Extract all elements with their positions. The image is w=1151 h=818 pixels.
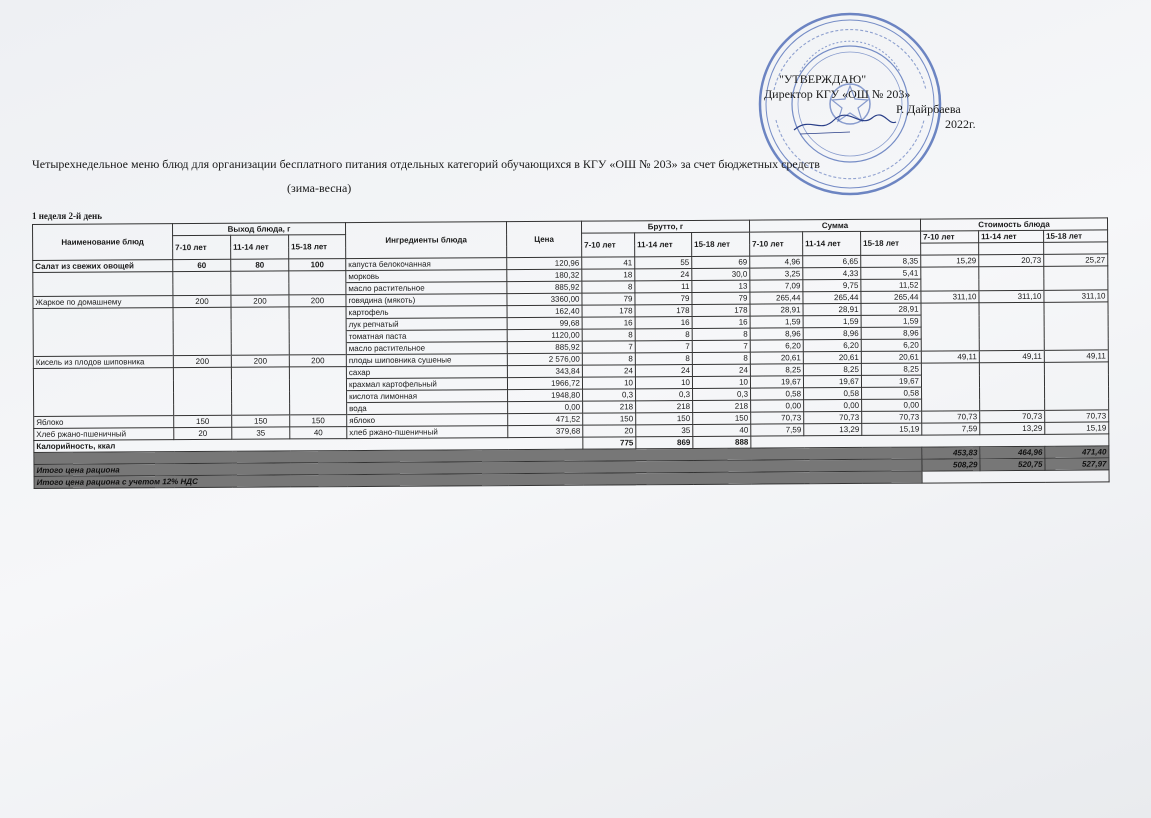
calories-value: 869 (636, 436, 693, 448)
brutto-cell: 11 (635, 280, 692, 292)
cost-cell: 20,73 (979, 254, 1044, 266)
sum-cell: 4,96 (750, 256, 803, 268)
price-cell: 162,40 (507, 305, 582, 317)
sum-cell: 70,73 (804, 411, 862, 423)
ingredient-name: томатная паста (346, 330, 507, 343)
brutto-cell: 218 (636, 400, 693, 412)
sum-cell: 15,19 (862, 423, 922, 435)
cost-cell (1044, 278, 1108, 290)
brutto-cell: 150 (583, 413, 636, 425)
brutto-cell: 20 (583, 425, 636, 437)
ingredient-name: говядина (мякоть) (346, 294, 507, 307)
sum-age1: 7-10 лет (750, 232, 803, 256)
price-cell: 885,92 (507, 341, 582, 353)
cost-cell: 7,59 (922, 423, 980, 435)
dish-name (33, 308, 173, 321)
cost-cell (921, 267, 979, 279)
sum-cell: 1,59 (750, 316, 803, 328)
total-value: 453,83 (922, 447, 980, 459)
sum-cell: 5,41 (861, 267, 921, 279)
brutto-cell: 7 (692, 340, 750, 352)
header-brutto: Брутто, г (581, 220, 749, 233)
sum-cell: 8,96 (861, 327, 921, 339)
dish-name: Жаркое по домашнему (33, 296, 173, 309)
cost-cell (979, 302, 1044, 314)
sum-cell: 9,75 (803, 279, 861, 291)
dish-name: Салат из свежих овощей (33, 260, 173, 273)
dish-name (34, 404, 174, 417)
brutto-cell: 8 (692, 352, 750, 364)
dish-name: Яблоко (34, 416, 174, 429)
cost-cell: 311,10 (921, 291, 979, 303)
cost-cell: 70,73 (922, 411, 980, 423)
brutto-cell: 150 (693, 412, 751, 424)
approval-line3: Р. Дайрбаева (896, 102, 961, 116)
yield-cell: 200 (231, 355, 289, 367)
yield-cell: 60 (173, 259, 231, 271)
dish-name (33, 332, 173, 345)
price-cell: 120,96 (507, 257, 582, 269)
sum-cell: 3,25 (750, 268, 803, 280)
cost-cell (921, 363, 979, 375)
brutto-cell: 218 (583, 401, 636, 413)
cost-cell (979, 266, 1044, 278)
yield-cell (173, 271, 231, 283)
sum-cell: 70,73 (862, 411, 922, 423)
sum-cell: 8,96 (750, 328, 803, 340)
total-value: 471,40 (1045, 446, 1109, 458)
cost-cell (980, 398, 1045, 410)
yield-cell (173, 367, 231, 379)
sum-cell: 19,67 (750, 376, 803, 388)
total-price-value: 508,29 (922, 459, 980, 471)
brutto-cell: 8 (582, 353, 635, 365)
yield-cell: 40 (290, 427, 347, 439)
price-cell: 379,68 (508, 425, 583, 437)
approval-line4: 2022г. (945, 117, 976, 131)
total-vat-label: Итого цена рациона с учетом 12% НДС (34, 471, 922, 488)
total-price-value: 527,97 (1045, 458, 1109, 470)
dish-name (34, 392, 174, 405)
ingredient-name: масло растительное (346, 282, 507, 295)
brutto-cell: 41 (582, 257, 635, 269)
dish-name (33, 284, 173, 297)
brutto-cell: 8 (635, 352, 692, 364)
cost-cell: 25,27 (1044, 254, 1108, 266)
ingredient-name: яблоко (347, 414, 508, 427)
cost-age1: 7-10 лет (921, 231, 979, 243)
yield-cell: 150 (290, 415, 347, 427)
ingredient-name: масло растительное (346, 342, 507, 355)
cost-cell (921, 279, 979, 291)
sum-cell: 265,44 (803, 291, 861, 303)
yield-cell (289, 319, 346, 331)
sum-cell: 20,61 (750, 352, 803, 364)
cost-cell (979, 326, 1044, 338)
brutto-cell: 35 (636, 424, 693, 436)
brutto-cell: 0,3 (636, 388, 693, 400)
yield-cell (174, 403, 232, 415)
yield-cell (232, 403, 290, 415)
yield-cell (231, 379, 289, 391)
ingredient-name: плоды шиповника сушеные (346, 354, 507, 367)
cost-cell (1044, 362, 1108, 374)
cost-cell: 311,10 (979, 290, 1044, 302)
brutto-cell: 13 (692, 280, 750, 292)
yield-cell: 80 (231, 259, 289, 271)
cost-cell (979, 314, 1044, 326)
approval-line2: Директор КГУ «ОШ № 203» (764, 87, 911, 101)
brutto-cell: 178 (582, 305, 635, 317)
menu-table (32, 217, 1110, 489)
sum-cell: 1,59 (803, 315, 861, 327)
cost-cell (921, 303, 979, 315)
cost-cell (922, 387, 980, 399)
yield-cell (289, 307, 346, 319)
cost-cell (979, 362, 1044, 374)
cost-age2: 11-14 лет (979, 230, 1044, 242)
yield-cell (231, 271, 289, 283)
yield-cell (289, 379, 346, 391)
dish-name (33, 320, 173, 333)
yield-cell (231, 331, 289, 343)
ingredient-name: лук репчатый (346, 318, 507, 331)
header-cost: Стоимость блюда (920, 218, 1107, 231)
yield-age1: 7-10 лет (173, 235, 231, 259)
sum-cell: 0,00 (804, 399, 862, 411)
yield-cell (231, 283, 289, 295)
yield-cell (290, 391, 347, 403)
yield-cell: 35 (232, 427, 290, 439)
yield-cell: 100 (289, 259, 346, 271)
price-cell: 885,92 (507, 281, 582, 293)
brutto-cell: 8 (582, 281, 635, 293)
sum-cell: 28,91 (750, 304, 803, 316)
sum-cell: 265,44 (750, 292, 803, 304)
price-cell: 1120,00 (507, 329, 582, 341)
yield-cell (290, 403, 347, 415)
cost-cell (1044, 302, 1108, 314)
brutto-cell: 7 (582, 341, 635, 353)
sum-cell: 7,09 (750, 280, 803, 292)
cost-cell (980, 386, 1045, 398)
cost-cell (979, 278, 1044, 290)
price-cell: 99,68 (507, 317, 582, 329)
brutto-cell: 8 (582, 329, 635, 341)
total-value: 464,96 (980, 446, 1045, 458)
dish-name (33, 368, 173, 381)
yield-cell (173, 379, 231, 391)
brutto-age3: 15-18 лет (692, 232, 750, 256)
sum-cell: 0,00 (751, 400, 804, 412)
menu-body (33, 254, 1109, 441)
brutto-cell: 40 (693, 424, 751, 436)
yield-cell (289, 331, 346, 343)
yield-age2: 11-14 лет (231, 235, 289, 259)
cost-cell (979, 374, 1044, 386)
sum-cell: 0,58 (751, 388, 804, 400)
cost-age3: 15-18 лет (1044, 230, 1108, 242)
yield-age3: 15-18 лет (289, 235, 346, 259)
brutto-cell: 30,0 (692, 268, 750, 280)
calories-label: Калорийность, ккал (34, 437, 583, 452)
brutto-cell: 55 (635, 256, 692, 268)
price-cell: 343,84 (507, 365, 582, 377)
brutto-age2: 11-14 лет (635, 232, 692, 256)
sum-cell: 70,73 (751, 412, 804, 424)
cost-cell: 15,19 (1045, 422, 1109, 434)
sum-cell: 28,91 (803, 303, 861, 315)
header-price: Цена (506, 221, 581, 257)
yield-cell: 20 (174, 427, 232, 439)
sum-cell: 8,25 (803, 363, 861, 375)
price-cell: 2 576,00 (507, 353, 582, 365)
ingredient-name: капуста белокочанная (346, 258, 507, 271)
price-cell: 471,52 (508, 413, 583, 425)
ingredient-name: картофель (346, 306, 507, 319)
brutto-cell: 16 (582, 317, 635, 329)
yield-cell: 200 (289, 355, 346, 367)
cost-cell (1044, 314, 1108, 326)
sum-cell: 20,61 (803, 351, 861, 363)
yield-cell (232, 391, 290, 403)
brutto-cell: 178 (692, 304, 750, 316)
sum-cell: 28,91 (861, 303, 921, 315)
header-dish: Наименование блюд (33, 224, 173, 261)
cost-cell: 15,29 (921, 255, 979, 267)
yield-cell (231, 307, 289, 319)
cost-cell (1045, 398, 1109, 410)
dish-name (33, 272, 173, 285)
sum-cell: 20,61 (861, 351, 921, 363)
sum-cell: 8,96 (803, 327, 861, 339)
cost-cell (1044, 338, 1108, 350)
cost-cell (921, 327, 979, 339)
cost-cell: 49,11 (921, 351, 979, 363)
dish-name (33, 380, 173, 393)
yield-cell: 150 (174, 415, 232, 427)
cost-cell (922, 399, 980, 411)
ingredient-name: морковь (346, 270, 507, 283)
yield-cell (173, 319, 231, 331)
sum-cell: 0,58 (804, 387, 862, 399)
header-yield: Выход блюда, г (173, 223, 346, 236)
price-cell: 0,00 (508, 401, 583, 413)
brutto-cell: 8 (692, 328, 750, 340)
cost-cell: 49,11 (1044, 350, 1108, 362)
brutto-cell: 0,3 (583, 389, 636, 401)
cost-cell: 70,73 (1045, 410, 1109, 422)
cost-cell (921, 315, 979, 327)
yield-cell (173, 283, 231, 295)
brutto-cell: 0,3 (693, 388, 751, 400)
document-title: Четырехнедельное меню блюд для организации бесплатного питания отдельных категорий обучающихся в КГУ «ОШ № 203» за счет бюджетных средств (32, 157, 820, 171)
brutto-cell: 18 (582, 269, 635, 281)
ingredient-name: вода (347, 402, 508, 415)
brutto-cell: 24 (582, 365, 635, 377)
total-price-label: Итого цена рациона (34, 459, 922, 476)
yield-cell (289, 283, 346, 295)
sum-age3: 15-18 лет (861, 231, 921, 255)
brutto-cell: 69 (692, 256, 750, 268)
yield-cell (231, 343, 289, 355)
brutto-cell: 150 (636, 412, 693, 424)
brutto-cell: 10 (582, 377, 635, 389)
brutto-cell: 218 (693, 400, 751, 412)
dish-name (33, 344, 173, 357)
cost-cell (1044, 266, 1108, 278)
price-cell: 1948,80 (508, 389, 583, 401)
yield-cell: 150 (232, 415, 290, 427)
brutto-cell: 10 (635, 376, 692, 388)
cost-cell (1044, 326, 1108, 338)
sum-age2: 11-14 лет (803, 231, 861, 255)
brutto-cell: 7 (635, 340, 692, 352)
calories-value: 775 (583, 437, 636, 449)
sum-cell: 19,67 (803, 375, 861, 387)
cost-cell: 13,29 (980, 422, 1045, 434)
total-price-value: 520,75 (980, 458, 1045, 470)
sum-cell: 13,29 (804, 423, 862, 435)
yield-cell (289, 367, 346, 379)
yield-cell (231, 319, 289, 331)
sum-cell: 7,59 (751, 424, 804, 436)
cost-cell (1045, 386, 1109, 398)
yield-cell (173, 307, 231, 319)
signature (790, 108, 900, 138)
sum-cell: 6,20 (750, 340, 803, 352)
yield-cell (173, 343, 231, 355)
sum-cell: 19,67 (861, 375, 921, 387)
brutto-cell: 24 (692, 364, 750, 376)
cost-cell (1044, 374, 1108, 386)
brutto-cell: 16 (692, 316, 750, 328)
yield-cell: 200 (173, 355, 231, 367)
sum-cell: 1,59 (861, 315, 921, 327)
yield-cell (173, 331, 231, 343)
sum-cell: 11,52 (861, 279, 921, 291)
brutto-age1: 7-10 лет (582, 233, 635, 257)
brutto-cell: 10 (692, 376, 750, 388)
cost-cell (979, 338, 1044, 350)
approval-line1: "УТВЕРЖДАЮ" (779, 72, 867, 86)
ingredient-name: сахар (346, 366, 507, 379)
header-ingredients: Ингредиенты блюда (345, 222, 506, 259)
yield-cell (289, 343, 346, 355)
brutto-cell: 79 (692, 292, 750, 304)
dish-name: Хлеб ржано-пшеничный (34, 428, 174, 441)
brutto-cell: 24 (635, 268, 692, 280)
sum-cell: 0,00 (862, 399, 922, 411)
sum-cell: 6,65 (803, 255, 861, 267)
price-cell: 3360,00 (507, 293, 582, 305)
ingredient-name: хлеб ржано-пшеничный (347, 426, 508, 439)
yield-cell (231, 367, 289, 379)
header-sum: Сумма (749, 219, 920, 232)
brutto-cell: 79 (582, 293, 635, 305)
sum-cell: 6,20 (803, 339, 861, 351)
sum-cell: 8,25 (750, 364, 803, 376)
cost-cell (921, 375, 979, 387)
sum-cell: 6,20 (861, 339, 921, 351)
document-subtitle: (зима-весна) (287, 181, 352, 195)
sum-cell: 4,33 (803, 267, 861, 279)
price-cell: 1966,72 (507, 377, 582, 389)
yield-cell: 200 (289, 295, 346, 307)
cost-cell: 311,10 (1044, 290, 1108, 302)
yield-cell: 200 (231, 295, 289, 307)
brutto-cell: 79 (635, 292, 692, 304)
yield-cell: 200 (173, 295, 231, 307)
brutto-cell: 178 (635, 304, 692, 316)
dish-name: Кисель из плодов шиповника (33, 356, 173, 369)
brutto-cell: 8 (635, 328, 692, 340)
sum-cell: 8,25 (861, 363, 921, 375)
brutto-cell: 24 (635, 364, 692, 376)
ingredient-name: крахмал картофельный (346, 378, 507, 391)
cost-cell: 70,73 (980, 410, 1045, 422)
brutto-cell: 16 (635, 316, 692, 328)
calories-value: 888 (693, 436, 751, 448)
price-cell: 180,32 (507, 269, 582, 281)
cost-cell (921, 339, 979, 351)
yield-cell (289, 271, 346, 283)
sum-cell: 0,58 (862, 387, 922, 399)
ingredient-name: кислота лимонная (347, 390, 508, 403)
yield-cell (174, 391, 232, 403)
sum-cell: 8,35 (861, 255, 921, 267)
week-label: 1 неделя 2-й день (32, 211, 102, 221)
cost-cell: 49,11 (979, 350, 1044, 362)
sum-cell: 265,44 (861, 291, 921, 303)
